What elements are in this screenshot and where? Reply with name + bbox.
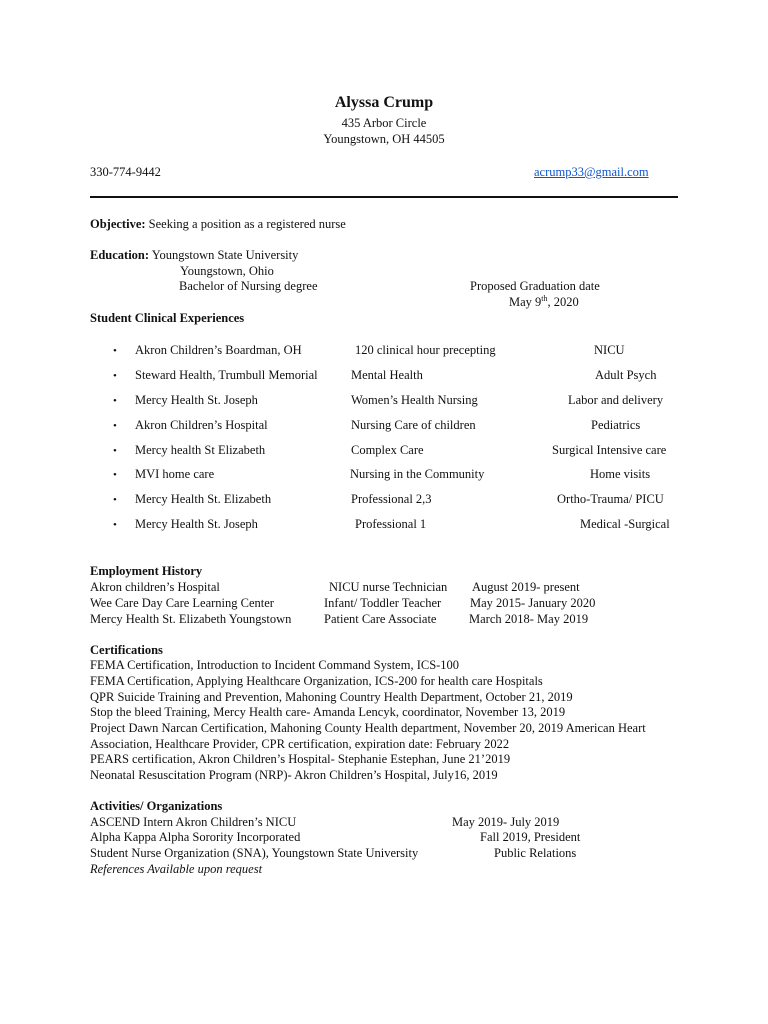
clinical-site: Mercy Health St. Joseph xyxy=(135,517,258,531)
education-label: Education: xyxy=(90,248,150,262)
activities-heading: Activities/ Organizations xyxy=(90,799,223,813)
education-school: Youngstown State University xyxy=(151,248,299,262)
employment-dates: May 2015- January 2020 xyxy=(470,596,596,610)
employment-employer: Mercy Health St. Elizabeth Youngstown xyxy=(90,612,292,626)
activity-detail: Public Relations xyxy=(494,846,577,860)
objective-line xyxy=(90,216,346,232)
employment-dates: March 2018- May 2019 xyxy=(469,612,589,626)
education-location: Youngstown, Ohio xyxy=(180,264,274,278)
address-street: 435 Arbor Circle xyxy=(341,116,427,130)
certification-line: PEARS certification, Akron Children’s Hospital- Stephanie Estephan, June 21’2019 xyxy=(90,752,511,766)
employment-employer: Wee Care Day Care Learning Center xyxy=(90,596,274,610)
clinical-site: Akron Children’s Boardman, OH xyxy=(135,343,302,357)
activity-name: Student Nurse Organization (SNA), Youngstown State University xyxy=(90,846,419,860)
employment-role: Infant/ Toddler Teacher xyxy=(324,596,442,610)
education-line xyxy=(90,247,298,263)
clinical-unit: Home visits xyxy=(590,467,651,481)
clinical-course: Professional 2,3 xyxy=(351,492,432,506)
objective-label: Objective: xyxy=(90,217,146,231)
bullet-glyph: • xyxy=(113,494,117,506)
employment-heading: Employment History xyxy=(90,564,203,578)
applicant-name: Alyssa Crump xyxy=(334,94,434,111)
clinical-site: Akron Children’s Hospital xyxy=(135,418,268,432)
clinical-course: 120 clinical hour precepting xyxy=(355,343,496,357)
clinical-unit: Surgical Intensive care xyxy=(552,443,667,457)
clinical-course: Nursing in the Community xyxy=(350,467,485,481)
employment-role: Patient Care Associate xyxy=(324,612,437,626)
bullet-glyph: • xyxy=(113,345,117,357)
employment-role: NICU nurse Technician xyxy=(329,580,448,594)
address-city: Youngstown, OH 44505 xyxy=(323,132,445,146)
clinical-site: MVI home care xyxy=(135,467,215,481)
activity-name: ASCEND Intern Akron Children’s NICU xyxy=(90,815,297,829)
certification-line: Neonatal Resuscitation Program (NRP)- Akron Children’s Hospital, July16, 2019 xyxy=(90,768,498,782)
activity-detail: May 2019- July 2019 xyxy=(452,815,560,829)
objective-text: Seeking a position as a registered nurse xyxy=(148,217,346,231)
clinical-unit: Ortho-Trauma/ PICU xyxy=(557,492,664,506)
certification-line: FEMA Certification, Applying Healthcare Organization, ICS-200 for health care Hospitals xyxy=(90,674,543,688)
clinical-unit: Medical -Surgical xyxy=(580,517,670,531)
certification-line: Association, Healthcare Provider, CPR certification, expiration date: February 2022 xyxy=(90,737,510,751)
clinical-unit: NICU xyxy=(594,343,625,357)
clinical-site: Mercy Health St. Joseph xyxy=(135,393,258,407)
bullet-glyph: • xyxy=(113,395,117,407)
bullet-glyph: • xyxy=(113,420,117,432)
clinical-unit: Labor and delivery xyxy=(568,393,664,407)
certification-line: Project Dawn Narcan Certification, Mahoning County Health department, November 20, 2019 American Heart xyxy=(90,721,646,735)
clinical-course: Mental Health xyxy=(351,368,423,382)
bullet-glyph: • xyxy=(113,445,117,457)
clinical-site: Mercy health St Elizabeth xyxy=(135,443,266,457)
clinical-site: Mercy Health St. Elizabeth xyxy=(135,492,272,506)
employment-employer: Akron children’s Hospital xyxy=(90,580,220,594)
clinical-course: Women’s Health Nursing xyxy=(351,393,478,407)
employment-dates: August 2019- present xyxy=(472,580,580,594)
clinical-course: Complex Care xyxy=(351,443,424,457)
clinical-site: Steward Health, Trumbull Memorial xyxy=(135,368,318,382)
activity-name: Alpha Kappa Alpha Sorority Incorporated xyxy=(90,830,301,844)
bullet-glyph: • xyxy=(113,469,117,481)
graduation-label: Proposed Graduation date xyxy=(470,279,600,293)
certification-line: FEMA Certification, Introduction to Incident Command System, ICS-100 xyxy=(90,658,460,672)
certification-line: QPR Suicide Training and Prevention, Mahoning Country Health Department, October 21, 2019 xyxy=(90,690,573,704)
phone-number: 330-774-9442 xyxy=(90,165,161,179)
clinical-heading: Student Clinical Experiences xyxy=(90,311,245,325)
bullet-glyph: • xyxy=(113,370,117,382)
clinical-course: Professional 1 xyxy=(355,517,427,531)
activity-detail: Fall 2019, President xyxy=(480,830,581,844)
certifications-heading: Certifications xyxy=(90,643,163,657)
graduation-date: May 9th, 2020 xyxy=(509,293,579,309)
certification-line: Stop the bleed Training, Mercy Health care- Amanda Lencyk, coordinator, November 13, 2019 xyxy=(90,705,566,719)
bullet-glyph: • xyxy=(113,519,117,531)
clinical-unit: Pediatrics xyxy=(591,418,641,432)
references-note: References Available upon request xyxy=(90,862,263,876)
clinical-course: Nursing Care of children xyxy=(351,418,476,432)
clinical-unit: Adult Psych xyxy=(595,368,657,382)
education-degree: Bachelor of Nursing degree xyxy=(179,279,318,293)
email-link[interactable]: acrump33@gmail.com xyxy=(534,165,649,179)
header-divider xyxy=(90,196,678,198)
